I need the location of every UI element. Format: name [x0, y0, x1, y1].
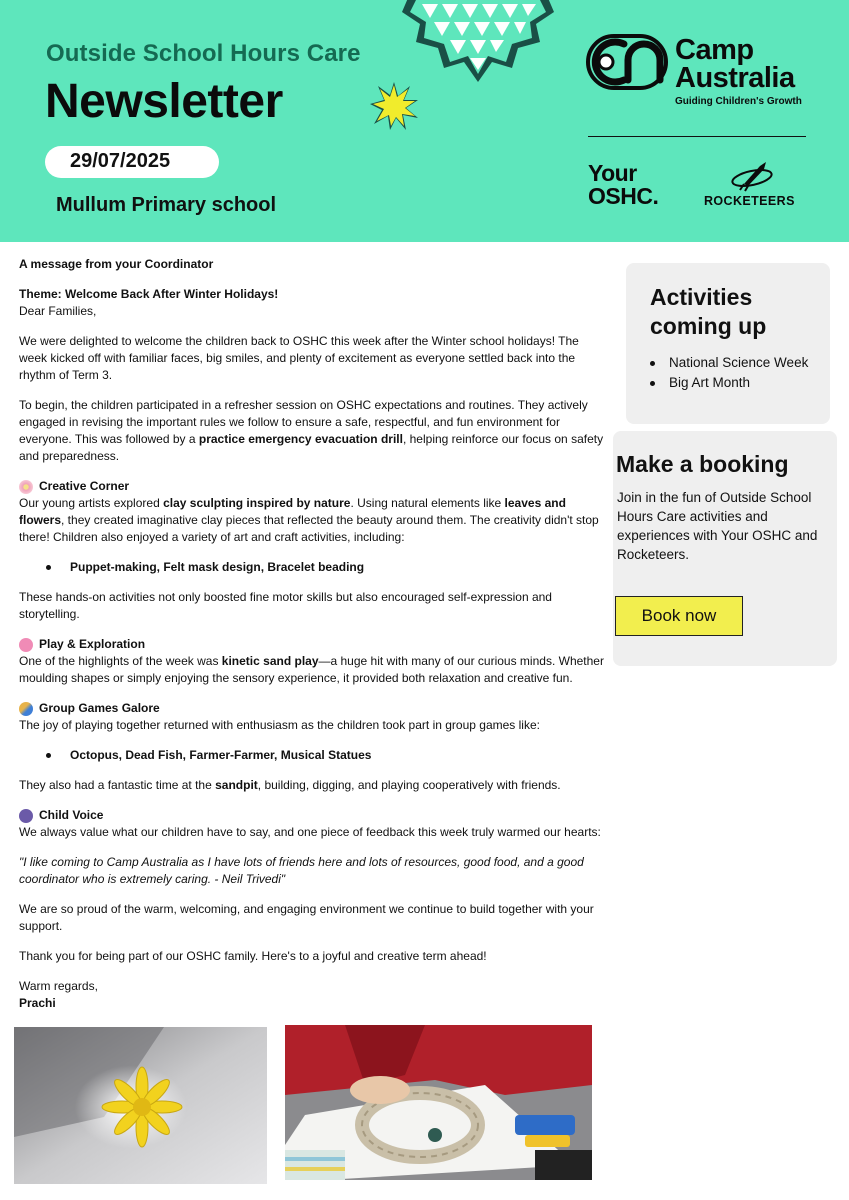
- school-name: Mullum Primary school: [56, 194, 277, 216]
- logo-tagline: Guiding Children's Growth: [675, 96, 802, 107]
- clay-flower-photo: [14, 1027, 267, 1184]
- rocket-icon: [730, 160, 778, 192]
- coordinator-message: [19, 256, 605, 1012]
- logo-word-camp: Camp: [675, 34, 754, 66]
- activities-card: [626, 263, 830, 424]
- creative-corner-after: These hands-on activities not only boosted fine motor skills but also encouraged self-expression and storytelling.: [19, 590, 552, 621]
- booking-card: [613, 431, 837, 666]
- paragraph-routines: To begin, the children participated in a refresher session on OSHC expectations and routines. They actively engaged in revising the important rules we follow to ensure a safe, respectful, and fun environment for everyone. This was followed by a practice emergency evacuation drill, helping reinforce our focus on safety and preparedness.: [19, 398, 604, 463]
- activities-list: [650, 353, 808, 393]
- brain-icon: [19, 638, 33, 652]
- booking-title: Make a booking: [616, 451, 789, 477]
- play-exploration-text: One of the highlights of the week was kinetic sand play—a huge hit with many of our curious minds. Whether moulding shapes or simply enjoying the sensory experience, it provided both relaxation and creative fun.: [19, 654, 604, 685]
- intro-heading: A message from your Coordinator: [19, 257, 214, 271]
- group-games-text: The joy of playing together returned with enthusiasm as the children took part in group games like:: [19, 718, 540, 732]
- activities-title: Activities coming up: [650, 284, 767, 339]
- list-item: Big Art Month: [650, 373, 808, 393]
- booking-text: Join in the fun of Outside School Hours Care activities and experiences with Your OSHC and Rocketeers.: [617, 490, 818, 562]
- craft-activities-list: [19, 559, 605, 576]
- flower-icon: [19, 480, 33, 494]
- camp-australia-logo-icon: [584, 34, 670, 90]
- child-voice-heading: Child Voice: [19, 807, 605, 824]
- star-burst-icon: [368, 80, 420, 132]
- your-oshc-logo: Your OSHC.: [588, 160, 659, 209]
- list-item: Puppet-making, Felt mask design, Bracelet beading: [70, 559, 605, 576]
- games-list: [19, 747, 605, 764]
- group-games-heading: Group Games Galore: [19, 700, 605, 717]
- newsletter-date: 29/07/2025: [70, 150, 171, 172]
- sandpit-text: They also had a fantastic time at the sandpit, building, digging, and playing cooperatively with friends.: [19, 778, 561, 792]
- rocketeers-logo: ROCKETEERS: [704, 194, 795, 208]
- child-quote: "I like coming to Camp Australia as I have lots of friends here and lots of resources, good food, and a good coordinator who is extremely caring. - Neil Trivedi": [19, 855, 584, 886]
- running-person-icon: [19, 702, 33, 716]
- newsletter-header: [0, 0, 849, 242]
- creative-corner-text: Our young artists explored clay sculpting inspired by nature. Using natural elements like leaves and flowers, they created imaginative clay pieces that reflected the beauty around them. The creativity didn't stop there! Children also enjoyed a variety of art and craft activities, including:: [19, 496, 599, 544]
- creative-corner-heading: Creative Corner: [19, 478, 605, 495]
- closing-paragraph-1: We are so proud of the warm, welcoming, and engaging environment we continue to build together with your support.: [19, 902, 594, 933]
- greeting: Dear Families,: [19, 304, 97, 318]
- logo-word-australia: Australia: [675, 62, 795, 94]
- book-now-button[interactable]: Book now: [615, 596, 743, 636]
- signoff: Warm regards,: [19, 979, 98, 993]
- list-item: Octopus, Dead Fish, Farmer-Farmer, Musical Statues: [70, 747, 605, 764]
- triangle-burst-graphic: [400, 0, 556, 86]
- play-exploration-heading: Play & Exploration: [19, 636, 605, 653]
- child-voice-text: We always value what our children have to say, and one piece of feedback this week truly warmed our hearts:: [19, 825, 601, 839]
- header-subtitle: Outside School Hours Care: [46, 40, 361, 67]
- header-title: Newsletter: [45, 75, 283, 128]
- logo-divider: [588, 136, 806, 137]
- signature: Prachi: [19, 996, 56, 1010]
- evacuation-drill-highlight: practice emergency evacuation drill: [198, 432, 403, 446]
- paragraph-welcome: We were delighted to welcome the children back to OSHC this week after the Winter school holidays! The week kicked off with familiar faces, big smiles, and plenty of excitement as everyone settled back into the rhythm of Term 3.: [19, 334, 579, 382]
- closing-paragraph-2: Thank you for being part of our OSHC family. Here's to a joyful and creative term ahead!: [19, 949, 487, 963]
- clay-sculpture-photo: [285, 1025, 592, 1180]
- date-pill: [45, 146, 219, 178]
- list-item: National Science Week: [650, 353, 808, 373]
- theme-heading: Theme: Welcome Back After Winter Holidays!: [19, 287, 279, 301]
- speaking-head-icon: [19, 809, 33, 823]
